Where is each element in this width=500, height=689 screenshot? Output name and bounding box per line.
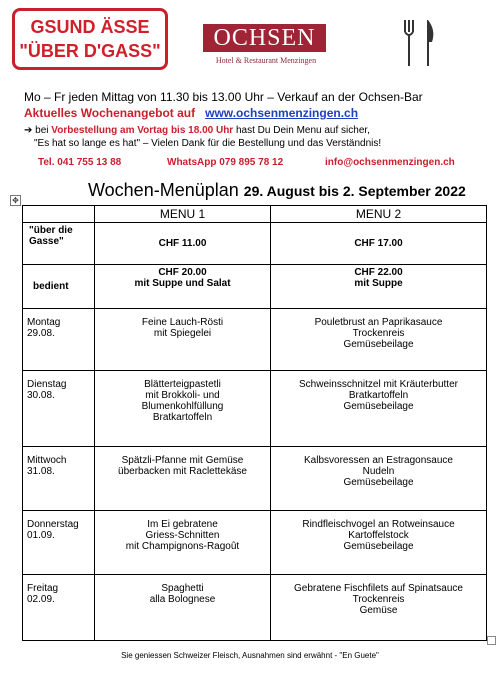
dish-line: Schweinsschnitzel mit Kräuterbutter [299,379,458,390]
menu2-dish [271,511,487,575]
ochsen-logo: OCHSEN [203,24,326,52]
empty-header-cell [23,206,95,223]
day-row [23,511,487,575]
opening-hours: Mo – Fr jeden Mittag von 11.30 bis 13.00 Uhr – Verkauf an der Ochsen-Bar [24,90,423,104]
day-date: 29.08. [27,328,55,339]
day-date: 30.08. [27,390,55,401]
weekly-offer-line [24,106,358,120]
dish-line: Feine Lauch-Rösti [141,317,224,328]
menu-dates: 29. August bis 2. September 2022 [243,183,466,199]
day-date: 31.08. [27,466,55,477]
day-name: Freitag [27,583,59,594]
dish-line: Kartoffelstock [348,530,409,541]
day-cell [23,511,95,575]
bedient-price-menu1: CHF 20.00 mit Suppe und Salat [95,265,271,309]
weekly-offer-label: Aktuelles Wochenangebot auf [24,106,196,120]
preorder-deadline: Vorbestellung am Vortag bis 18.00 Uhr [51,125,234,136]
dish-line: Gebratene Fischfilets auf Spinatsauce [294,583,463,594]
menu2-dish [271,309,487,371]
email-contact[interactable]: info@ochsenmenzingen.ch [325,157,455,168]
bedient-price-menu2: CHF 22.00 mit Suppe [271,265,487,309]
gasse-price-menu1: CHF 11.00 [95,223,271,265]
day-date: 01.09. [27,530,55,541]
arrow-icon: ➔ [24,125,33,136]
day-row [23,575,487,641]
dish-line: Rindfleischvogel an Rotweinsauce [302,519,455,530]
dish-line: überbacken mit Raclettekäse [118,466,247,477]
dish-line: Blätterteigpastetli [144,379,221,390]
dish-line: Kalbsvoressen an Estragonsauce [304,455,453,466]
bedient-label: bedient [23,265,95,309]
dish-line: Gemüsebeilage [343,477,414,488]
menu1-dish [95,371,271,447]
phone-contact: Tel. 041 755 13 88 [38,157,122,168]
menu2-dish [271,447,487,511]
menu1-dish [95,511,271,575]
day-row [23,447,487,511]
menu-title: Wochen-Menüplan 29. August bis 2. September 2022 [88,180,466,200]
dish-line: Griess-Schnitten [145,530,220,541]
dish-line: Gemüsebeilage [343,401,414,412]
gasse-label: "über die Gasse" [23,223,95,265]
dish-line: Blumenkohlfüllung [141,401,224,412]
day-name: Dienstag [27,379,67,390]
dish-line: alla Bolognese [149,594,216,605]
table-resize-handle[interactable] [487,636,496,645]
cutlery-icon [402,18,438,68]
thanks-line: "Es hat so lange es hat" – Vielen Dank für die Bestellung und das Verständnis! [34,138,382,149]
menu1-header: MENU 1 [95,206,271,223]
dish-line: Trockenreis [352,594,405,605]
badge-line-1: GSUND ÄSSE [30,17,150,37]
day-name: Mittwoch [27,455,67,466]
dish-line: Im Ei gebratene [147,519,218,530]
day-row [23,309,487,371]
day-cell [23,447,95,511]
menu-table [22,205,487,641]
menu2-header: MENU 2 [271,206,487,223]
dish-line: Pouletbrust an Paprikasauce [314,317,443,328]
menu1-dish [95,575,271,641]
dish-line: Nudeln [362,466,395,477]
dish-line: Bratkartoffeln [348,390,409,401]
menu2-dish [271,575,487,641]
dish-line: Gemüsebeilage [343,541,414,552]
day-name: Montag [27,317,61,328]
menu1-dish [95,447,271,511]
day-date: 02.09. [27,594,55,605]
preorder-line: ➔ bei Vorbestellung am Vortag bis 18.00 Uhr hast Du Dein Menu auf sicher, [24,125,370,136]
dish-line: mit Brokkoli- und [145,390,220,401]
table-move-handle-icon[interactable]: ✥ [10,195,21,206]
menu1-dish [95,309,271,371]
dish-line: mit Spiegelei [153,328,212,339]
gsund-aesse-badge [12,8,168,70]
dish-line: Trockenreis [352,328,405,339]
dish-line: Bratkartoffeln [152,412,213,423]
dish-line: Gemüse [359,605,398,616]
dish-line: mit Champignons-Ragoût [125,541,240,552]
ochsen-logo-subtitle: Hotel & Restaurant Menzingen [215,56,317,65]
dish-line: Spaghetti [161,583,204,594]
badge-line-2: "ÜBER D'GASS" [19,41,161,61]
dish-line: Gemüsebeilage [343,339,414,350]
day-cell [23,371,95,447]
dish-line: Spätzli-Pfanne mit Gemüse [121,455,244,466]
menu2-dish [271,371,487,447]
day-cell [23,309,95,371]
whatsapp-contact: WhatsApp 079 895 78 12 [167,157,284,168]
day-row [23,371,487,447]
gasse-price-menu2: CHF 17.00 [271,223,487,265]
day-name: Donnerstag [27,519,79,530]
day-cell [23,575,95,641]
footer-note: Sie geniessen Schweizer Fleisch, Ausnahmen sind erwähnt - "En Guete" [121,651,379,660]
website-link[interactable]: www.ochsenmenzingen.ch [205,106,359,120]
